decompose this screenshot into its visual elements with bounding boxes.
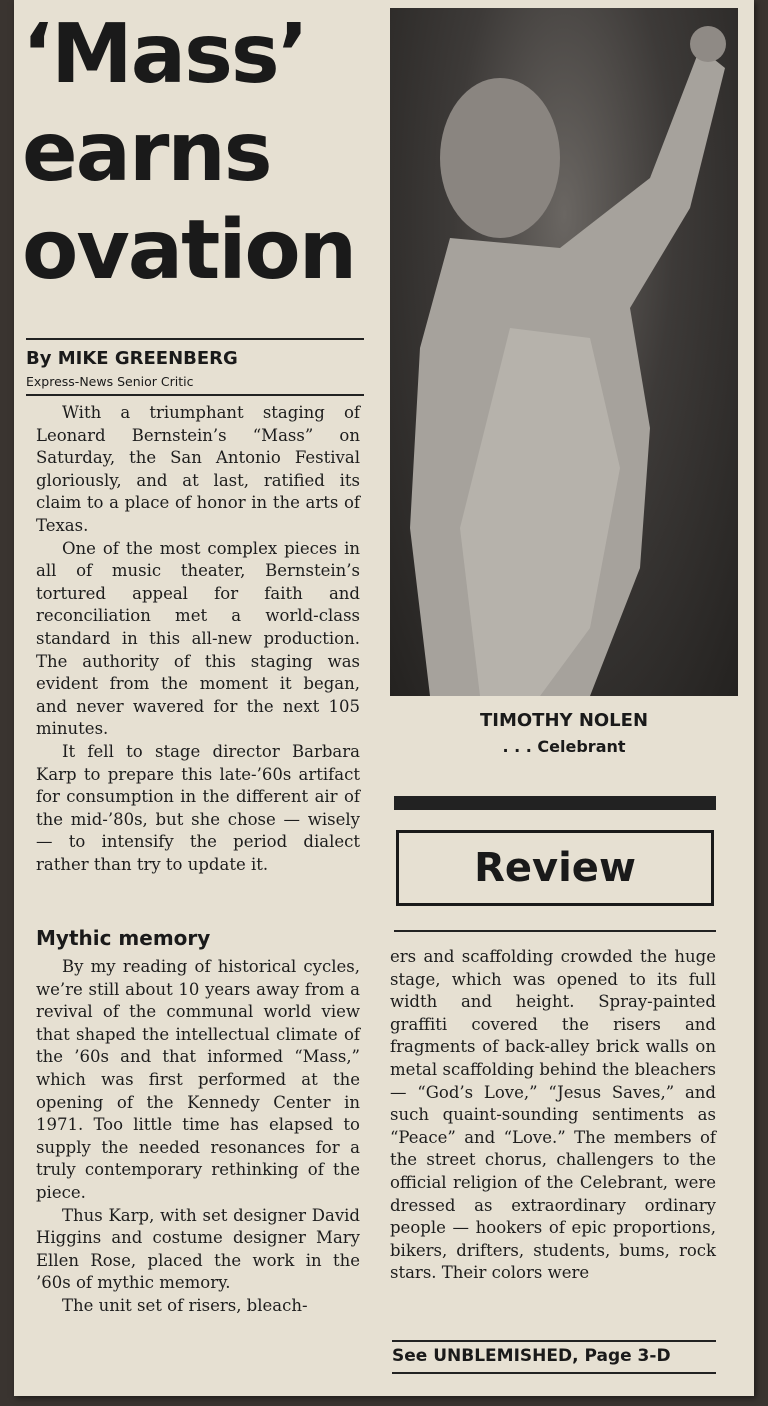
byline-rule (26, 394, 364, 396)
paragraph: With a triumphant staging of Leonard Bernstein’s “Mass” on Saturday, the San Antonio Festival gloriously, and at last, ratified its claim to a place of honor in the arts of Texas. (36, 403, 360, 535)
headline-line-1: ‘Mass’ (22, 7, 307, 102)
paragraph: One of the most complex pieces in all of music theater, Bernstein’s tortured appeal for faith and reconciliation met a world-class standard in this all-new production. The authority of this staging was evident from the moment it began, and never wavered for the next 105 minutes. (36, 538, 360, 739)
paragraph: ers and scaffolding crowded the huge stage, which was opened to its full width and height. Spray-painted graffiti covered the risers and fragments of back-alley brick walls on metal scaffolding behind the bleachers — “God’s Love,” “Jesus Saves,” and such quaint-sounding sentiments as “Peace” and “Love.” The members of the street chorus, challengers to the official religion of the Celebrant, were dressed as extraordinary ordinary people — hookers of epic proportions, bikers, drifters, students, bums, rock stars. Their colors were (390, 947, 716, 1283)
continuation-line: See UNBLEMISHED, Page 3-D (392, 1346, 671, 1366)
performer-photo (390, 8, 738, 696)
paragraph: Thus Karp, with set designer David Higgins and costume designer Mary Ellen Rose, placed the work in the ’60s of mythic memory. (36, 1205, 360, 1293)
paragraph: It fell to stage director Barbara Karp to prepare this late-’60s artifact for consumption in the different air of the mid-’80s, but she chose — wisely — to intensify the period dialect rather than try to update it. (36, 741, 360, 874)
byline: By MIKE GREENBERG (26, 348, 238, 369)
continuation-rule (392, 1340, 716, 1342)
headline-rule (26, 338, 364, 340)
headline-line-2: earns (22, 105, 271, 200)
bottom-rule (392, 1372, 716, 1374)
photo-caption-role: . . . Celebrant (502, 737, 626, 756)
column-rule (394, 930, 716, 932)
review-label-box: Review (396, 830, 714, 906)
byline-title: Express-News Senior Critic (26, 374, 194, 389)
article-column-2 (390, 946, 716, 1285)
performer-silhouette (390, 8, 738, 696)
article-column-1 (36, 402, 360, 876)
section-rule (394, 796, 716, 810)
headline (22, 6, 362, 300)
subheading: Mythic memory (36, 926, 211, 950)
article-column-1-continued (36, 956, 360, 1318)
paragraph: By my reading of historical cycles, we’re still about 10 years away from a revival of the communal world view that shaped the intellectual climate of the ’60s and that informed “Mass,” which was first performed at the opening of the Kennedy Center in 1971. Too little time has elapsed to supply the needed resonances for a truly contemporary rethinking of the piece. (36, 957, 360, 1202)
paragraph: The unit set of risers, bleach- (62, 1295, 308, 1315)
headline-line-3: ovation (22, 203, 356, 298)
photo-caption-name: TIMOTHY NOLEN (479, 710, 649, 731)
